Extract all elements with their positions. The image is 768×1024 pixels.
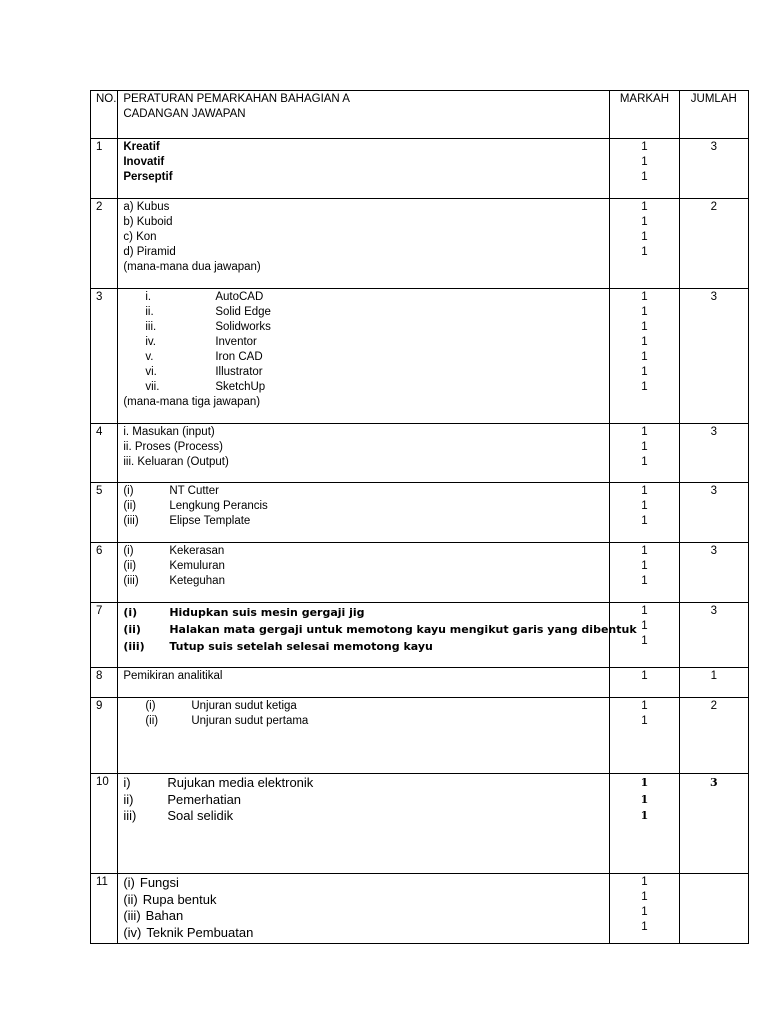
answer-item-text: Keteguhan (169, 575, 225, 587)
mark-value: 1 (641, 156, 648, 168)
row-answers (118, 139, 610, 199)
row-number: 4 (91, 424, 118, 483)
answer-item-text: Bahan (145, 908, 184, 923)
header-mark: MARKAH (610, 91, 679, 139)
header-rule-line2: CADANGAN JAWAPAN (123, 108, 246, 120)
answer-item-text: Halakan mata gergaji untuk memotong kayu mengikut garis yang dibentuk (169, 623, 637, 636)
answer-item (123, 320, 604, 335)
answer-item-label: (ii) (123, 891, 138, 907)
answer-item (123, 484, 604, 499)
mark-value: 1 (641, 700, 648, 712)
answer-item (123, 440, 604, 455)
row-answers (118, 698, 610, 774)
row-answers (118, 199, 610, 289)
answer-item-text: Solidworks (215, 321, 271, 333)
answer-item-text: Tutup suis setelah selesai memotong kayu (169, 640, 433, 653)
answer-item (123, 574, 604, 589)
answer-item-text: Inovatif (123, 156, 165, 168)
mark-value: 1 (641, 485, 648, 497)
mark-value: 1 (641, 670, 648, 682)
answer-item (123, 245, 604, 260)
answer-item-text: ii. Proses (Process) (123, 441, 224, 453)
answer-item-label: iv. (145, 336, 156, 348)
mark-value: 1 (641, 171, 648, 183)
answer-item-text: Teknik Pembuatan (146, 924, 254, 940)
answer-item-text: Soal selidik (167, 808, 234, 823)
answer-item-label: (i) (123, 545, 134, 557)
row-marks (610, 483, 679, 543)
answer-item-label: iii. (145, 321, 157, 333)
answer-item-text: Unjuran sudut pertama (191, 715, 309, 727)
marking-scheme-table (90, 90, 749, 944)
answer-item-text: iii. Keluaran (Output) (123, 456, 229, 468)
table-row (91, 139, 749, 199)
row-total: 3 (679, 543, 748, 603)
mark-value: 1 (641, 216, 648, 228)
mark-value: 1 (641, 500, 648, 512)
table-row (91, 424, 749, 483)
row-number: 5 (91, 483, 118, 543)
table-row (91, 543, 749, 603)
answer-item (123, 425, 604, 440)
mark-value: 1 (641, 141, 648, 153)
table-row (91, 774, 749, 874)
answer-item (123, 499, 604, 514)
answer-item-text: Fungsi (139, 875, 179, 890)
mark-value: 1 (641, 426, 648, 438)
answer-item-text: Pemikiran analitikal (123, 670, 223, 682)
header-total: JUMLAH (679, 91, 748, 139)
answer-item (123, 140, 604, 155)
row-total: 3 (679, 424, 748, 483)
answer-item-text: i. Masukan (input) (123, 426, 215, 438)
answer-item-label: (i) (123, 606, 138, 619)
answer-item-label: i) (123, 775, 131, 790)
answer-item (123, 875, 604, 892)
mark-value: 1 (641, 715, 648, 727)
answer-item-label: (iii) (123, 575, 139, 587)
row-number: 2 (91, 199, 118, 289)
row-answers (118, 483, 610, 543)
answer-item-text: Solid Edge (215, 306, 271, 318)
answer-item-text: c) Kon (123, 231, 157, 243)
answer-item-label: (i) (123, 485, 134, 497)
answer-item-text: Kreatif (123, 141, 160, 153)
answer-item-text: Illustrator (215, 366, 263, 378)
mark-value: 1 (641, 906, 648, 918)
table-row (91, 668, 749, 698)
mark-value: 1 (641, 246, 648, 258)
mark-value: 1 (641, 921, 648, 933)
row-number: 3 (91, 289, 118, 424)
answer-item-text: Unjuran sudut ketiga (191, 700, 297, 712)
row-answers (118, 874, 610, 944)
row-total: 3 (679, 289, 748, 424)
row-marks (610, 199, 679, 289)
row-number: 1 (91, 139, 118, 199)
row-number: 11 (91, 874, 118, 944)
answer-item-label: (iii) (123, 908, 141, 923)
answer-item (123, 215, 604, 230)
answer-item (123, 380, 604, 395)
row-marks (610, 668, 679, 698)
row-total: 2 (679, 199, 748, 289)
row-total: 3 (679, 139, 748, 199)
row-answers (118, 424, 610, 483)
answer-item-text: Elipse Template (169, 515, 251, 527)
mark-value: 1 (641, 291, 648, 303)
row-answers (118, 603, 637, 668)
row-marks (610, 139, 679, 199)
row-total: 2 (679, 698, 748, 774)
answer-item (123, 155, 604, 170)
mark-value: 1 (641, 351, 648, 363)
answer-item (123, 669, 604, 684)
mark-value: 1 (641, 635, 648, 647)
row-answers (118, 774, 610, 874)
mark-value: 1 (641, 620, 648, 632)
answer-item-label: (ii) (123, 500, 137, 512)
mark-value: 1 (641, 366, 648, 378)
table-row (91, 483, 749, 543)
row-number: 6 (91, 543, 118, 603)
mark-value: 1 (641, 575, 648, 587)
answer-item-label: (ii) (123, 560, 137, 572)
answer-item (123, 200, 604, 215)
row-marks (610, 424, 679, 483)
answer-item-label: v. (145, 351, 154, 363)
row-total: 1 (679, 668, 748, 698)
answer-item (123, 714, 604, 729)
answer-item-text: NT Cutter (169, 485, 219, 497)
answer-item-label: iii) (123, 808, 137, 823)
answer-item-text: Kekerasan (169, 545, 225, 557)
answer-item-text: Kemuluran (169, 560, 225, 572)
answer-item (123, 892, 604, 909)
row-answers (118, 543, 610, 603)
table-row (91, 289, 749, 424)
answer-item-text: Rupa bentuk (142, 891, 217, 907)
answer-item-label: vii. (145, 381, 160, 393)
table-row (91, 874, 749, 944)
mark-value: 1 (641, 381, 648, 393)
answer-item (123, 230, 604, 245)
table-row (91, 698, 749, 774)
answer-item-text: Iron CAD (215, 351, 263, 363)
answer-item-text: b) Kuboid (123, 216, 173, 228)
answer-item (123, 544, 604, 559)
mark-value: 1 (641, 891, 648, 903)
header-row (91, 91, 749, 139)
answer-item (123, 808, 604, 825)
answer-item (123, 699, 604, 714)
header-rule (118, 91, 610, 139)
mark-value: 1 (641, 306, 648, 318)
row-number: 10 (91, 774, 118, 874)
mark-value: 1 (641, 456, 648, 468)
answer-item (123, 335, 604, 350)
answer-item (123, 260, 604, 275)
row-marks (610, 774, 679, 874)
answer-item-text: AutoCAD (215, 291, 264, 303)
table-row (91, 199, 749, 289)
answer-item (123, 925, 604, 942)
mark-value: 1 (640, 792, 649, 806)
answer-item (123, 638, 604, 655)
row-number: 9 (91, 698, 118, 774)
answer-item-label: ii. (145, 306, 154, 318)
answer-item-label: ii) (123, 791, 134, 807)
answer-item (123, 395, 604, 410)
row-total: 3 (679, 774, 748, 874)
table-row (91, 603, 749, 668)
mark-value: 1 (641, 545, 648, 557)
mark-value: 1 (641, 441, 648, 453)
answer-item-text: Hidupkan suis mesin gergaji jig (169, 606, 365, 619)
mark-value: 1 (641, 605, 648, 617)
answer-item-text: (mana-mana dua jawapan) (123, 261, 261, 273)
answer-item (123, 514, 604, 529)
answer-item (123, 604, 604, 621)
answer-item-label: (i) (145, 700, 156, 712)
row-total: 3 (679, 603, 748, 668)
mark-value: 1 (640, 809, 649, 822)
header-no: NO. (91, 91, 118, 139)
mark-value: 1 (641, 560, 648, 572)
answer-item-text: Pemerhatian (167, 791, 242, 807)
answer-item (123, 170, 604, 185)
answer-item-text: a) Kubus (123, 201, 170, 213)
row-marks (610, 698, 679, 774)
answer-item (123, 350, 604, 365)
answer-item-label: vi. (145, 366, 157, 378)
answer-item (123, 775, 604, 792)
mark-value: 1 (640, 776, 649, 789)
answer-item-text: d) Piramid (123, 246, 176, 258)
answer-item-text: Rujukan media elektronik (167, 775, 314, 790)
mark-value: 1 (641, 231, 648, 243)
answer-item-label: (i) (123, 875, 135, 890)
row-answers (118, 289, 610, 424)
answer-item (123, 365, 604, 380)
answer-item-text: SketchUp (215, 381, 266, 393)
answer-item-label: (iii) (123, 640, 145, 653)
mark-value: 1 (641, 515, 648, 527)
answer-item-label: (iv) (123, 924, 142, 940)
answer-item (123, 792, 604, 809)
row-marks (610, 543, 679, 603)
row-marks (610, 289, 679, 424)
header-rule-line1: PERATURAN PEMARKAHAN BAHAGIAN A (123, 93, 350, 105)
answer-item-text: Lengkung Perancis (169, 500, 268, 512)
answer-item-label: (ii) (145, 715, 159, 727)
answer-item (123, 305, 604, 320)
row-number: 7 (91, 603, 118, 668)
answer-item (123, 621, 637, 638)
row-total (679, 874, 748, 944)
answer-item-text: (mana-mana tiga jawapan) (123, 396, 261, 408)
mark-value: 1 (641, 336, 648, 348)
answer-item (123, 290, 604, 305)
mark-value: 1 (641, 201, 648, 213)
answer-item (123, 908, 604, 925)
row-answers (118, 668, 610, 698)
mark-value: 1 (641, 876, 648, 888)
row-number: 8 (91, 668, 118, 698)
answer-item-text: Perseptif (123, 171, 173, 183)
answer-item (123, 559, 604, 574)
row-marks (610, 874, 679, 944)
answer-item-label: i. (145, 291, 152, 303)
answer-item-label: (ii) (123, 623, 141, 636)
mark-value: 1 (641, 321, 648, 333)
answer-item-label: (iii) (123, 515, 139, 527)
answer-item-text: Inventor (215, 336, 257, 348)
row-total: 3 (679, 483, 748, 543)
answer-item (123, 455, 604, 470)
